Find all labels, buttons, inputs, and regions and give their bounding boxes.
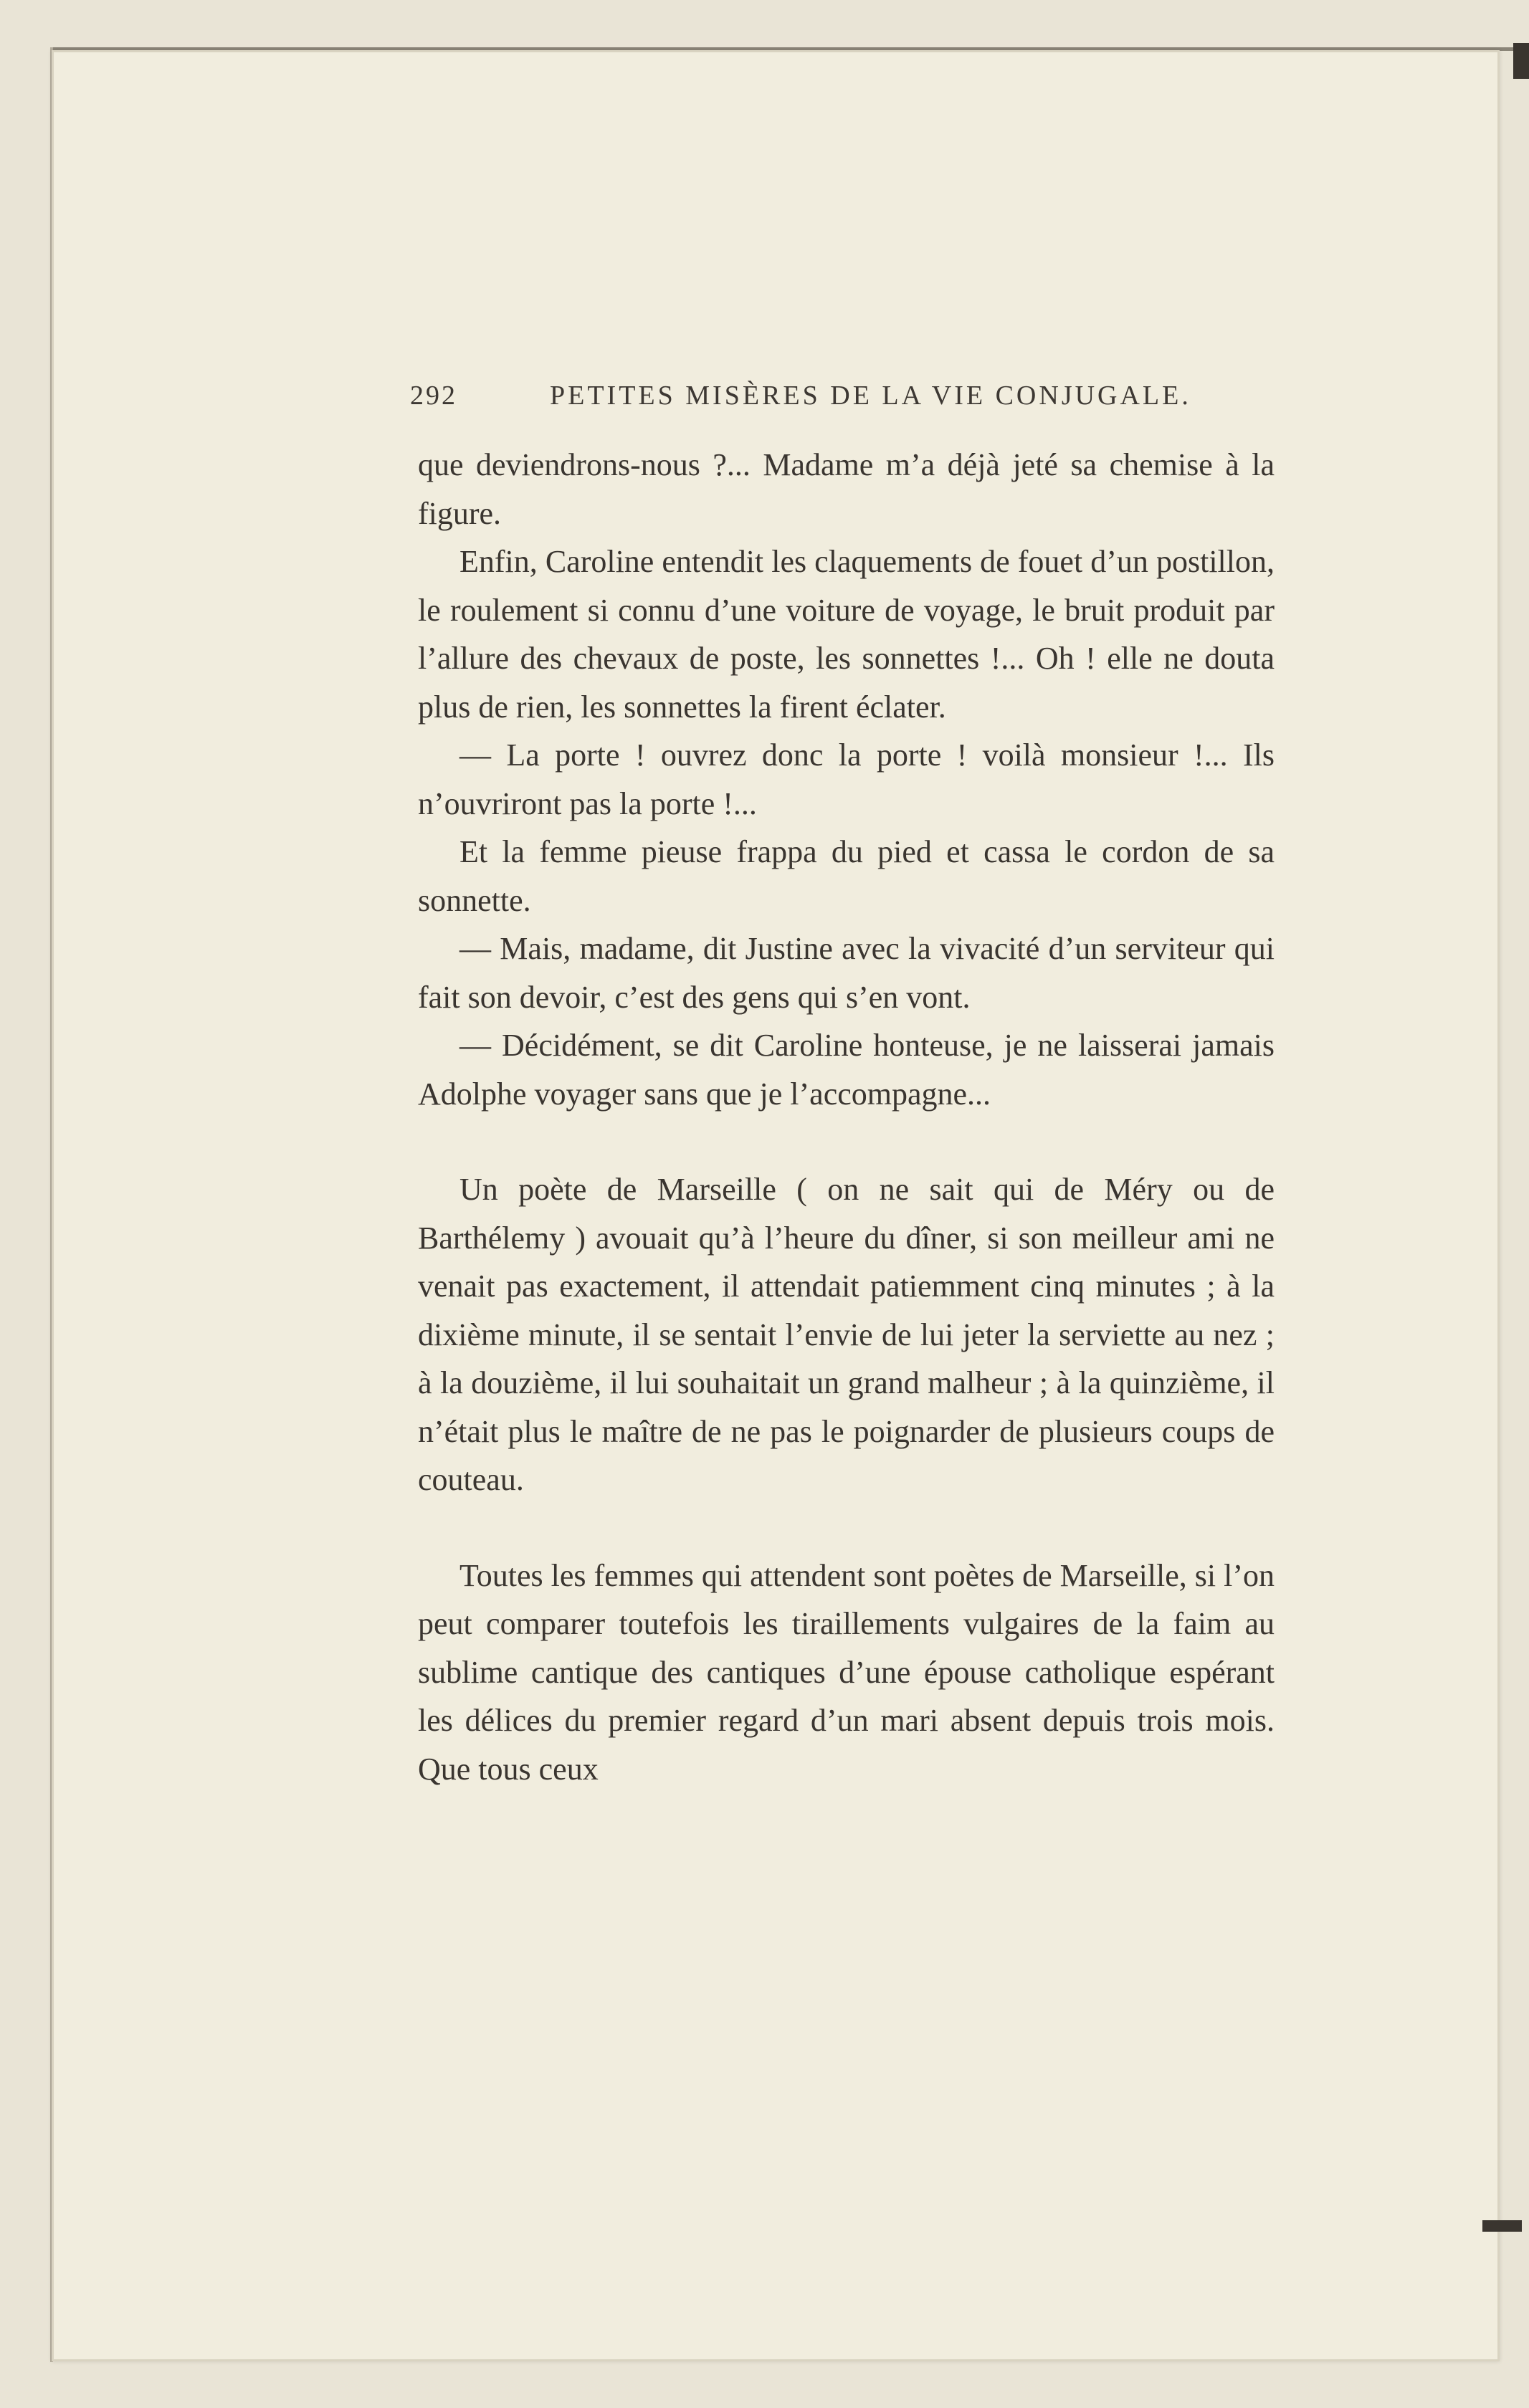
section-break [418,1504,1275,1552]
paragraph: — Décidément, se dit Caroline honteuse, je ne laisserai jamais Adolphe voyager sans que je l’accompagne... [418,1028,1275,1112]
page-number: 292 [410,381,457,411]
paragraph: Un poète de Marseille ( on ne sait qui de Méry ou de Barthélemy ) avouait qu’à l’heure du dîner, si son meilleur ami ne venait pas exactement, il attendait patiemment cinq minutes ; à la dixième minute, il se sentait l’envie de lui jeter la serviette au nez ; à la douzième, il lui souhaitait un grand malheur ; à la quinzième, il n’était plus le maître de ne pas le poignarder de plusieurs coups de couteau. [418,1172,1275,1497]
body-text [418,441,1275,1793]
running-head [410,380,1270,430]
paragraph: Toutes les femmes qui attendent sont poètes de Marseille, si l’on peut comparer toutefois les tiraillements vulgaires de la faim au sublime cantique des cantiques d’une épouse catholique espérant les délices du premier regard d’un mari absent depuis trois mois. Que tous ceux [418,1557,1275,1787]
paragraph: Enfin, Caroline entendit les claquements de fouet d’un postillon, le roulement si connu d’une voiture de voyage, le bruit produit par l’allure des chevaux de poste, les sonnettes !... Oh ! elle ne douta plus de rien, les sonnettes la firent éclater. [418,544,1275,725]
paragraph: que deviendrons-nous ?... Madame m’a déjà jeté sa chemise à la figure. [418,447,1275,531]
paragraph: Et la femme pieuse frappa du pied et cassa le cordon de sa sonnette. [418,834,1275,918]
running-title: PETITES MISÈRES DE LA VIE CONJUGALE. [550,381,1191,411]
section-break [418,1118,1275,1165]
page-marker-tab [1513,43,1529,79]
paragraph: — La porte ! ouvrez donc la porte ! voilà monsieur !... Ils n’ouvriront pas la porte !... [418,737,1275,821]
paragraph: — Mais, madame, dit Justine avec la vivacité d’un serviteur qui fait son devoir, c’est des gens qui s’en vont. [418,931,1275,1015]
page-marker-tab-bottom [1482,2220,1522,2232]
